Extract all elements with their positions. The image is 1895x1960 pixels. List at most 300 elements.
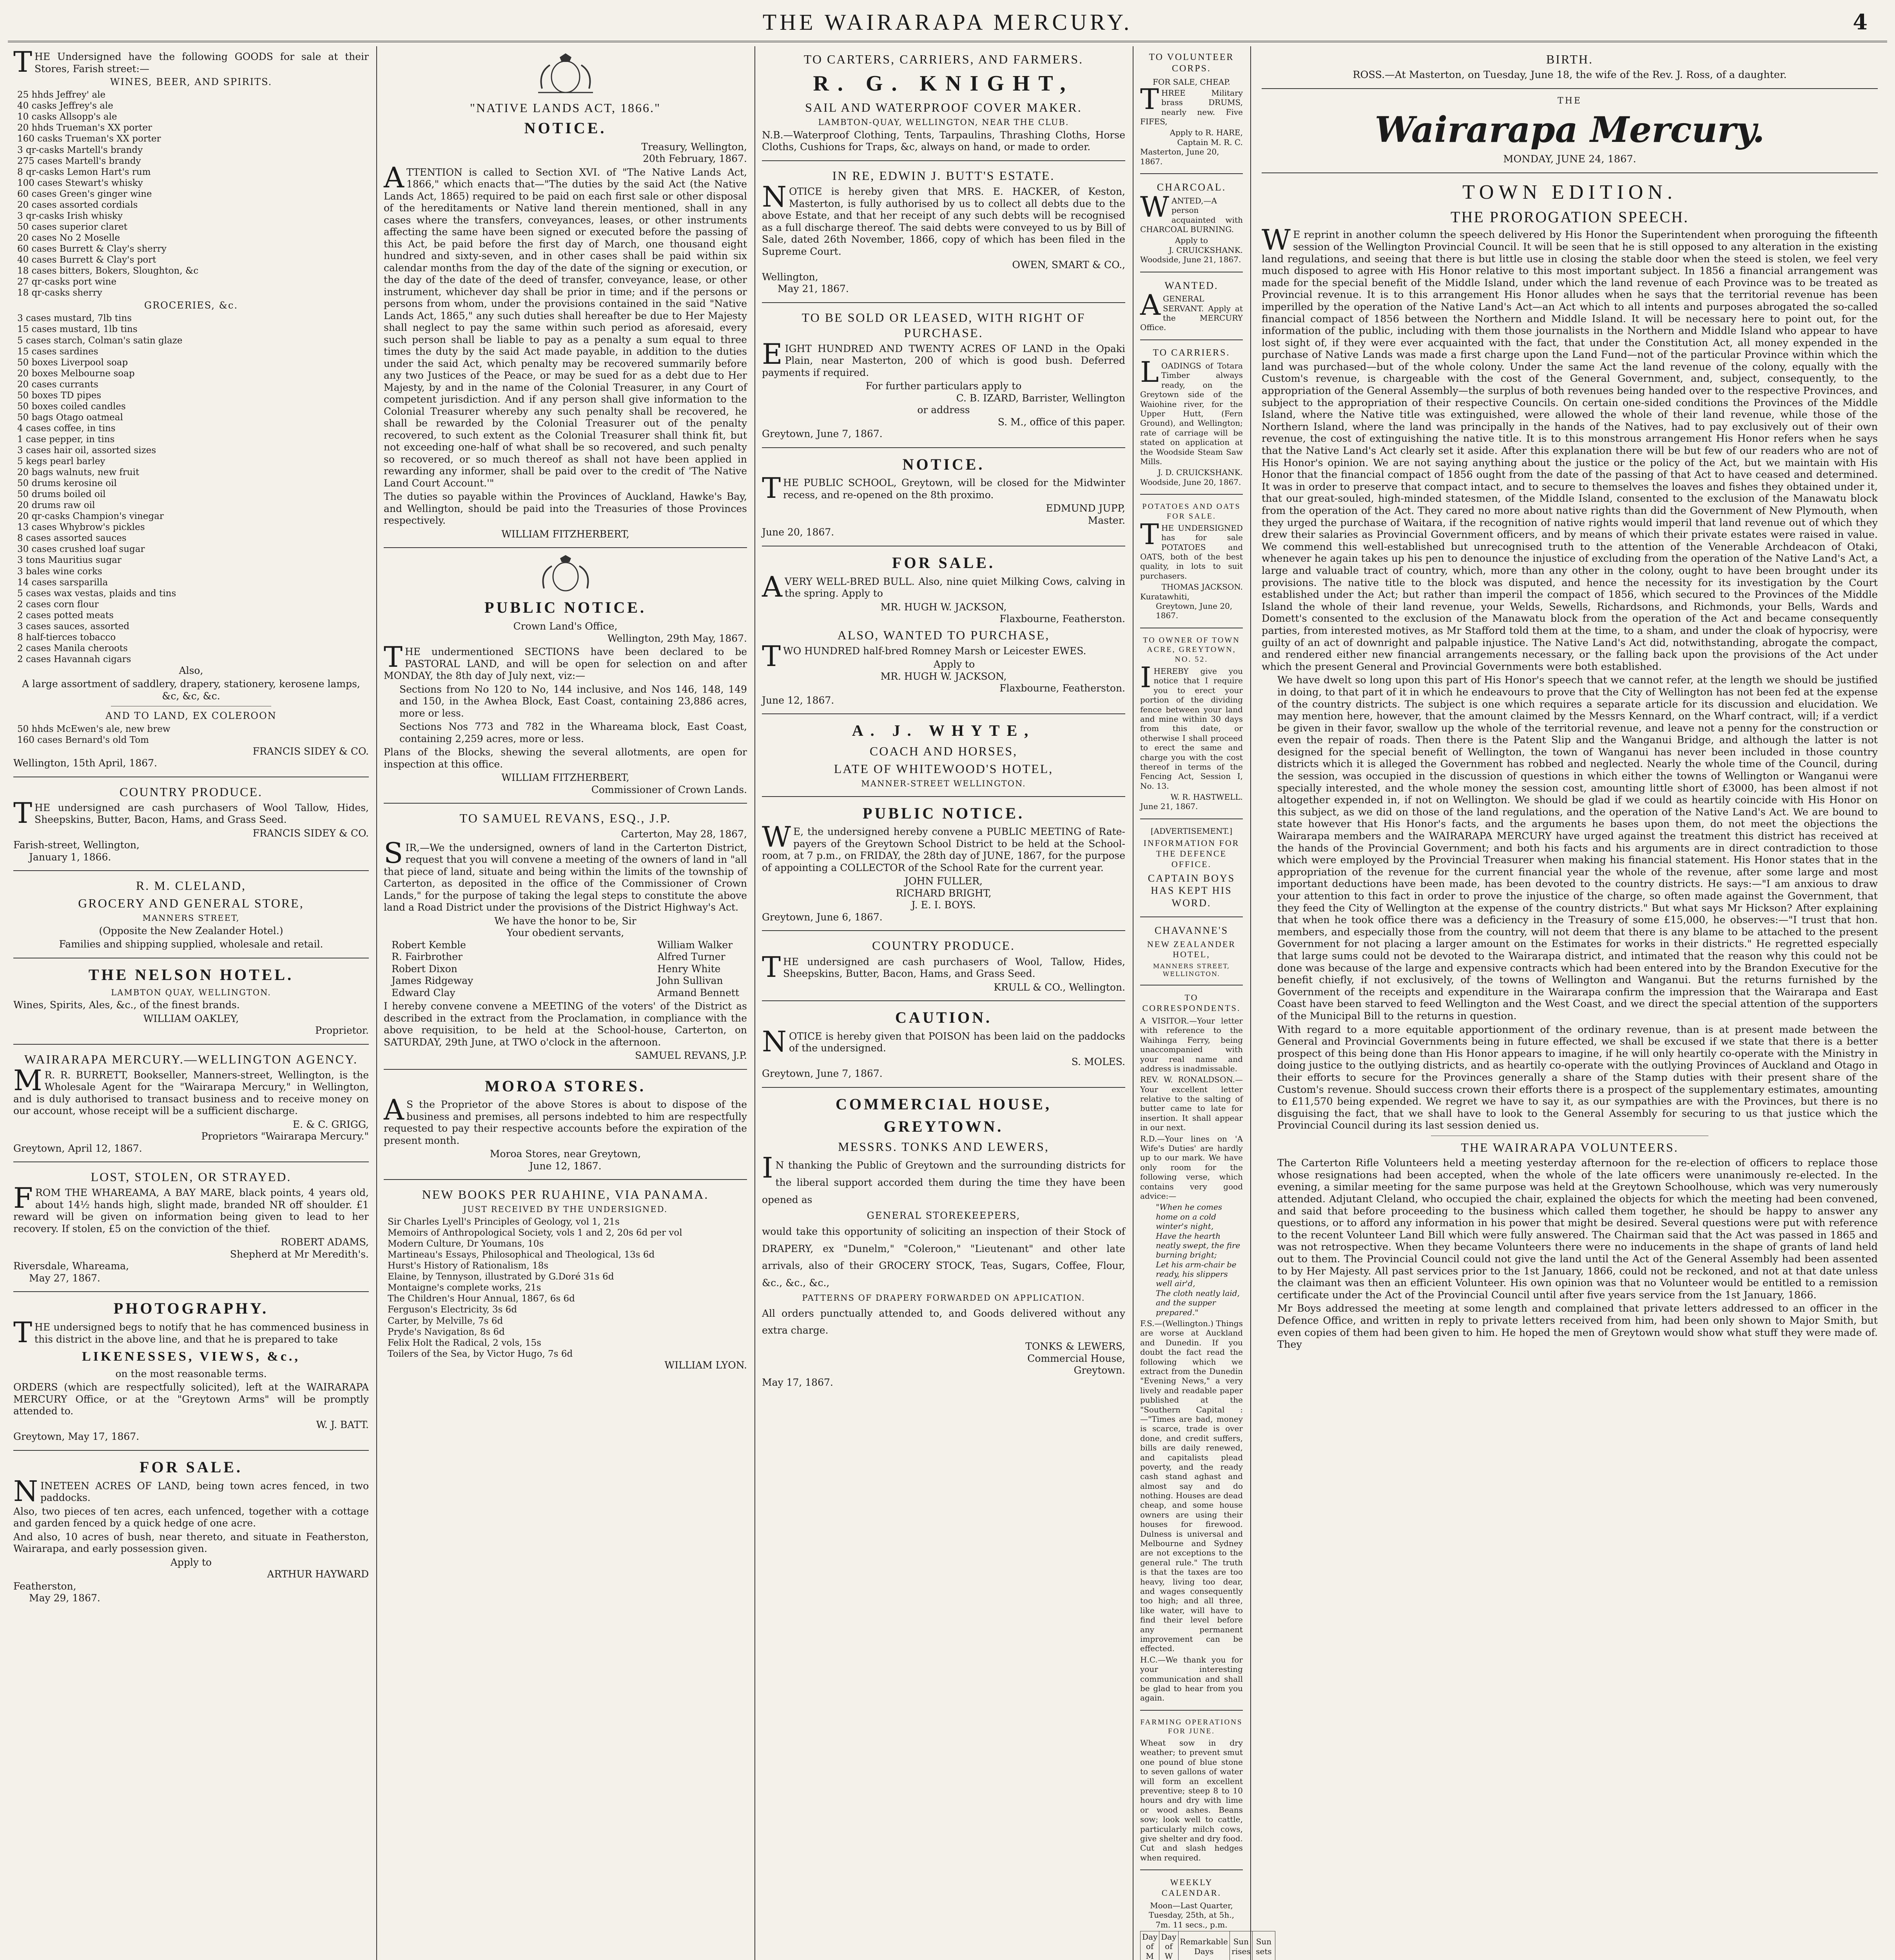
list-item: Felix Holt the Radical, 2 vols, 15s bbox=[388, 1338, 541, 1348]
list-item: 275 cases Martell's brandy bbox=[17, 156, 141, 166]
nelson-role: Proprietor. bbox=[315, 1025, 369, 1036]
wines-heading: WINES, BEER, AND SPIRITS. bbox=[110, 76, 272, 87]
correspondent-5: H.C.—We thank you for your interesting communication and shall be glad to hear from you again. bbox=[1140, 1655, 1243, 1703]
commercial-town: GREYTOWN. bbox=[883, 1117, 1004, 1135]
verse-line: The cloth neatly laid, and the supper prepared." bbox=[1156, 1288, 1240, 1317]
nla-signature: WILLIAM FITZHERBERT, bbox=[501, 528, 629, 540]
list-item: 100 cases Stewart's whisky bbox=[17, 178, 143, 188]
acre-text: IHEREBY give you notice that I require you to erect your portion of the dividing fence between your land and mine within 30 days from this date, or otherwise I shall proceed to erect the same and charge you with the cost thereof in terms of the Fencing Act, Session I, No. 13. bbox=[1140, 661, 1243, 791]
photo-text: THE undersigned begs to notify that he has commenced business in this district in the above line, and that he is prepared to take bbox=[13, 1316, 369, 1349]
books-heading: NEW BOOKS PER RUAHINE, VIA PANAMA. bbox=[422, 1187, 709, 1202]
calendar-moon: Moon—Last Quarter, Tuesday, 25th, at 5h., 7m. 11 secs., p.m. bbox=[1148, 1900, 1235, 1929]
speech-paragraph-2: We have dwelt so long upon this part of His Honor's speech that we cannot refer, at the length we should be justified in doing, to that part of it in which he endeavours to prove that the City of Wellington has not been fed at the expense of the country districts. The subject is one which requires a separate article for its discussion and elucidation. We may mention here, however, that the amount claimed by the Messrs Kennard, on the Wharf contract, will; if a verdict be given in their favor, swallow up the whole of the territorial revenue, and leave not a penny for the construction or even the repair of roads. Then there is the Patent Slip and the Wanganui Bridge, and although the latter is not designed for the special benefit of Wellington, the town of Wanganui has never been included in those country districts which it is alleged the Government has robbed and neglected. Nearly the whole time of the Council, during the session, was occupied in the discussion of questions in which either the towns of Wellington or Wanganui were specially interested, and the whole money the session cost, amounting little short of £3000, has been almost if not altogether expended in, if not on Wellington. We should be glad if we could as heartily coincide with His Honor on this subject, as we did on those of the land regulations, and the operation of the Native Land's Act. We are bound to state however that His Honor's facts, and the arguments he bases upon them, do not meet the objections the Wairarapa members and the WAIRARAPA MERCURY have urged against the treatment this district has received at the hands of the Provincial Government; and both his facts and his arguments are in direct contradiction to those which were employed by the Provincial Treasurer when making his financial statement. His Honor states that in the appropriation of the revenue for the current financial year the whole of the revenue, after some large and most important deductions have been made, has been devoted to the country districts. He says:—"I am anxious to draw your attention to this fact in order to prove the injustice of the charge, so often made against the Government, that they feed the City of Wellington at the expense of the country districts." But what says Mr Hickson? After explaining that when he took office there was a deficiency in the Treasury of some £15,000, he observes:—"I trust that hon. members, and especially those from the country, will not deem that there is any blame to be attached to the present Government for not placing a larger amount on the Estimates for works in their districts." He regretted especially that large sums could not be devoted to the Wairarapa district, and intimated that the reason why this could not be done was because of the large and expensive contracts which had been entered into by the Brandon Executive for the benefit chiefly, if not exclusively, of the towns of Wellington and Wanganui. But the returns furnished by the Government of the receipts and expenditure in the Wairarapa confirm the impression that the Wairarapa and East Coast have been starved to feed Wellington and the West Coast, and we direct the special attention of the supporters of the Municipal Bill to the returns in question. bbox=[1277, 674, 1878, 1022]
list-item: 3 qr-casks Irish whisky bbox=[17, 211, 123, 221]
list-item: 2 cases Havannah cigars bbox=[17, 654, 131, 664]
ewes-heading: ALSO, WANTED TO PURCHASE, bbox=[837, 628, 1050, 642]
list-item: Hurst's History of Rationalism, 18s bbox=[388, 1261, 549, 1271]
commercial-text: IN thanking the Public of Greytown and the surrounding districts for the liberal support accorded them during the time they have been opened as bbox=[762, 1151, 1125, 1205]
agency-text: MR. R. BURRETT, Bookseller, Manners-street, Wellington, is the Wholesale Agent for the "Wairarapa Mercury," in Wellington, and is duly authorised to transact business and to receive money on our account, whose receipt will be a sufficient discharge. bbox=[13, 1063, 369, 1117]
list-item: 20 boxes Melbourne soap bbox=[17, 368, 135, 379]
cleland-street: MANNERS STREET, bbox=[142, 913, 240, 923]
list-item: Pryde's Navigation, 8s 6d bbox=[388, 1327, 505, 1337]
list-item: 20 bags walnuts, new fruit bbox=[17, 467, 140, 478]
cleland-trade: GROCERY AND GENERAL STORE, bbox=[78, 896, 304, 911]
list-item: 8 qr-casks Lemon Hart's rum bbox=[17, 167, 151, 177]
running-title: THE WAIRARAPA MERCURY. bbox=[762, 9, 1133, 35]
column-rule bbox=[376, 46, 377, 1960]
nelson-heading: THE NELSON HOTEL. bbox=[88, 965, 294, 984]
school-signature: EDMUND JUPP, bbox=[1046, 503, 1125, 514]
correspondent-4: F.S.—(Wellington.) Things are worse at Auckland and Dunedin. If you doubt the fact read the following which we extract from the Dunedin "Evening News," a very lively and readable paper published at the "Southern Capital :—"Times are bad, money is scarce, trade is over done, and credit suffers, bills are daily renewed, and capitalists plead poverty, and the ready cash stand aghast and almost say and do nothing. Houses are dead cheap, and some house owners are using their houses for firewood. Dulness is universal and Melbourne and Sydney are not exceptions to the general rule." The truth is that the taxes are too heavy, living too dear, and wages consequently too high; and all three, like water, will have to find their level before any permanent improvement can be effected. bbox=[1140, 1319, 1243, 1653]
list-item: 5 cases starch, Colman's satin glaze bbox=[17, 335, 183, 346]
public-notice-role: Commissioner of Crown Lands. bbox=[591, 784, 747, 795]
list-item: 2 cases potted meats bbox=[17, 610, 114, 621]
list-item: The Children's Hour Annual, 1867, 6s 6d bbox=[388, 1294, 575, 1304]
lease-apply: For further particulars apply to bbox=[865, 380, 1022, 392]
revans-convene: I hereby convene convene a MEETING of the voters' of the District as described in the extract from the Proclamation, in compliance with the above requisition, to be held at the School-house, Carterton, on SATURDAY, 29th June, at TWO o'clock in the afternoon. bbox=[384, 1000, 747, 1048]
potatoes-date: Greytown, June 20, 1867. bbox=[1156, 601, 1233, 621]
list-item: Martineau's Essays, Philosophical and Theological, 13s 6d bbox=[388, 1250, 655, 1260]
ewes-signature: MR. HUGH W. JACKSON, bbox=[880, 670, 1007, 682]
sidey-land-heading: AND TO LAND, EX COLEROON bbox=[105, 710, 277, 722]
charcoal-signature: J. CRUICKSHANK. bbox=[1169, 245, 1243, 255]
commercial-patterns: PATTERNS OF DRAPERY FORWARDED ON APPLICATION. bbox=[802, 1293, 1085, 1303]
calendar-column-header: Remarkable Days bbox=[1178, 1931, 1229, 1960]
commercial-date: May 17, 1867. bbox=[762, 1376, 833, 1388]
whyte-trade: COACH AND HORSES, bbox=[869, 744, 1018, 758]
photo-big: LIKENESSES, VIEWS, &c., bbox=[82, 1349, 300, 1364]
books-list bbox=[384, 1216, 747, 1359]
list-item: Toilers of the Sea, by Victor Hugo, 7s 6d bbox=[388, 1348, 573, 1359]
sale-text: NINETEEN ACRES OF LAND, being town acres fenced, in two paddocks. bbox=[13, 1474, 369, 1508]
column-1 bbox=[8, 46, 374, 1960]
pub-heading: PUBLIC NOTICE. bbox=[863, 804, 1025, 822]
pub-text: WE, the undersigned hereby convene a PUBLIC MEETING of Rate-payers of the Greytown School District to be held at the School-room, at 7 p.m., on FRIDAY, the 28th day of JUNE, 1867, for the purpose of appointing a COLLECTOR of the School Rate for the current year. bbox=[762, 820, 1125, 873]
charcoal-heading: CHARCOAL. bbox=[1157, 181, 1226, 193]
list-item: Sir Charles Lyell's Principles of Geology, vol 1, 21s bbox=[388, 1217, 620, 1227]
lease-sm: S. M., office of this paper. bbox=[997, 416, 1125, 428]
commercial-text-2: would take this opportunity of soliciting an inspection of their Stock of DRAPERY, ex "Dunelm," "Coleroon," "Lieutenant" and other late arrivals, also of their GROCERY STOCK, Teas, Sugars, Coffee, Flour, &c., &c., &c., bbox=[762, 1225, 1125, 1289]
ewes-text: TWO HUNDRED half-bred Romney Marsh or Leicester EWES. bbox=[762, 639, 1086, 673]
school-date: June 20, 1867. bbox=[762, 526, 834, 538]
defence-heading: INFORMATION FOR THE DEFENCE OFFICE. bbox=[1143, 838, 1240, 869]
krull-signature: KRULL & CO., Wellington. bbox=[994, 981, 1125, 993]
lease-or: or address bbox=[917, 404, 970, 416]
lost-signature: ROBERT ADAMS, bbox=[281, 1236, 369, 1248]
list-item: 15 cases sardines bbox=[17, 346, 98, 357]
public-notice-place: Crown Land's Office, bbox=[513, 621, 618, 632]
moroa-heading: MOROA STORES. bbox=[485, 1077, 646, 1095]
list-item: 18 qr-casks sherry bbox=[17, 288, 102, 298]
commercial-big: GENERAL STOREKEEPERS, bbox=[867, 1210, 1021, 1221]
list-item: 40 casks Jeffrey's ale bbox=[17, 101, 113, 111]
signatory: Robert Dixon bbox=[392, 963, 457, 975]
agency-signature: E. & C. GRIGG, bbox=[292, 1118, 369, 1130]
town-edition: TOWN EDITION. bbox=[1462, 181, 1677, 203]
carriers-heading: TO CARTERS, CARRIERS, AND FARMERS. bbox=[803, 52, 1084, 66]
list-item: 50 hhds McEwen's ale, new brew bbox=[17, 724, 170, 734]
birth-heading: BIRTH. bbox=[1546, 52, 1594, 66]
revans-heading: TO SAMUEL REVANS, ESQ., J.P. bbox=[459, 811, 671, 826]
knight-name: R. G. KNIGHT, bbox=[813, 71, 1074, 96]
list-item: 60 cases Green's ginger wine bbox=[17, 189, 152, 199]
ewes-apply: Apply to bbox=[933, 659, 975, 670]
list-item: 3 cases hair oil, assorted sizes bbox=[17, 445, 156, 456]
signatories-right bbox=[657, 939, 739, 999]
photo-terms: on the most reasonable terms. bbox=[115, 1368, 267, 1379]
commercial-town-2: Greytown. bbox=[1074, 1365, 1125, 1376]
list-item: 160 cases Bernard's old Tom bbox=[17, 735, 149, 745]
list-item: Montaigne's complete works, 21s bbox=[388, 1283, 541, 1293]
butt-text: NOTICE is hereby given that MRS. E. HACKER, of Keston, Masterton, is fully authorised by us to collect all debts due to the above Estate, and that her receipt of any such debts will be recognised as a full discharge thereof. The said debts were conveyed to us by Bill of Sale, dated 26th November, 1866, copy of which has been filed in the Supreme Court. bbox=[762, 180, 1125, 257]
signatories-left bbox=[392, 939, 473, 999]
school-text: THE PUBLIC SCHOOL, Greytown, will be closed for the Midwinter recess, and re-opened on the 8th proximo. bbox=[762, 472, 1125, 505]
verse-line: "When he comes home on a cold winter's night, bbox=[1156, 1202, 1222, 1231]
list-item: 18 cases bitters, Bokers, Sloughton, &c bbox=[17, 266, 199, 276]
list-item: 50 boxes Liverpool soap bbox=[17, 357, 128, 368]
photo-date: Greytown, May 17, 1867. bbox=[13, 1431, 140, 1443]
signatory: RICHARD BRIGHT, bbox=[896, 887, 992, 899]
cleland-text: Families and shipping supplied, wholesale and retail. bbox=[59, 938, 323, 950]
groceries-list bbox=[13, 313, 369, 665]
speech-heading: THE PROROGATION SPEECH. bbox=[1451, 208, 1689, 226]
lease-signature: C. B. IZARD, Barrister, Wellington bbox=[956, 392, 1125, 404]
list-item: 50 cases superior claret bbox=[17, 221, 127, 232]
produce-place: Farish-street, Wellington, bbox=[13, 839, 140, 851]
nelson-text: Wines, Spirits, Ales, &c., of the finest brands. bbox=[13, 999, 240, 1011]
caution-date: Greytown, June 7, 1867. bbox=[762, 1068, 883, 1080]
land-list bbox=[13, 724, 369, 746]
editor-the: THE bbox=[1558, 96, 1582, 106]
lost-text: FROM THE WHAREAMA, A BAY MARE, black points, 4 years old, about 14½ hands high, slight made, branded NR off shoulder. £1 reward will be given on information being given to lead to her recovery. If stolen, £5 on the conviction of the thief. bbox=[13, 1181, 369, 1234]
volunteers-paragraph-1: The Carterton Rifle Volunteers held a meeting yesterday afternoon for the re-election of officers to replace those whose resignations had been accepted, when the whole of the late officers were unanimously re-elected. In the evening, a similar meeting for the same purpose was held at the Greytown Schoolhouse, which was very numerously attended. Adjutant Cleland, who occupied the chair, explained the objects for which the meeting had been convened, and said that before proceeding to the business which called them together, he should be happy to answer any questions, or to afford any information in his power that might be desired. Several questions were put with reference to the recent Volunteer Land Bill which were fully answered. The Chairman said that the Act was passed in 1865 and was not retrospective. When they became Volunteers there were no inducements in the shape of grants of land held out to them. The Provincial Council could not give the land until the Act of the General Assembly had been assented to by Her Majesty. All past services prior to the 1st January, 1866, could not be reckoned, and not at that date unless the claimant was then an efficient Volunteer. His own opinion was that no Volunteer would be entitled to a remission certificate under the Act of the Provincial Council until after five years service from the 1st January, 1866. bbox=[1277, 1157, 1878, 1301]
farming-text: Wheat sow in dry weather; to prevent smut one pound of blue stone to seven gallons of water will form an excellent preventive; steep 8 to 10 hours and dry with lime or wood ashes. Beans sow; look well to cattle, particularly milch cows, give shelter and dry food. Cut and slash hedges when required. bbox=[1140, 1738, 1243, 1862]
calendar-column-header: Day of M bbox=[1141, 1931, 1159, 1960]
calendar-heading: WEEKLY CALENDAR. bbox=[1161, 1877, 1222, 1898]
list-item: Modern Culture, Dr Youmans, 10s bbox=[388, 1239, 544, 1249]
speech-paragraph-3: With regard to a more equitable apportionment of the ordinary revenue, than is at present made between the General and Provincial Governments being in future effected, we shall be excused if we state that there is a better prospect of this being done than His Honor appears to imagine, if he will only heartily co-operate with the Ministry in doing justice to the outlying districts, and as heartily co-operate with the outlying Provinces of Auckland and Otago in their efforts to secure for the Provinces generally a share of the Stamp duties with their present share of the Custom's revenue. Should success crown their efforts there is a prospect of the supplementary estimates, amounting to £11,570 being expended. We regret we have to say it, as our sympathies are with the Provinces, but there is no disguising the fact, that we shall have to look to the General Assembly for securing to us that justice which the Provincial Council during its last session denied us. bbox=[1277, 1024, 1878, 1132]
potatoes-heading: POTATOES AND OATS FOR SALE. bbox=[1142, 502, 1241, 521]
farming-heading: FARMING OPERATIONS FOR JUNE. bbox=[1140, 1718, 1243, 1735]
caution-heading: CAUTION. bbox=[895, 1009, 992, 1026]
column-5 bbox=[1252, 46, 1887, 1960]
potatoes-text: THE UNDERSIGNED has for sale POTATOES and OATS, both of the best quality, in lots to suit purchasers. bbox=[1140, 517, 1243, 581]
public-notice-text: THE undermentioned SECTIONS have been declared to be PASTORAL LAND, and will be open for selection on and after MONDAY, the 8th day of July next, viz:— bbox=[384, 641, 747, 682]
lost-date: May 27, 1867. bbox=[29, 1272, 100, 1284]
books-sub: JUST RECEIVED BY THE UNDERSIGNED. bbox=[463, 1205, 668, 1214]
lease-date: Greytown, June 7, 1867. bbox=[762, 428, 883, 440]
verse-line: Let his arm-chair be ready, his slippers well air'd, bbox=[1156, 1259, 1237, 1289]
sidey-intro: THE Undersigned have the following GOODS for sale at their Stores, Farish street:— bbox=[13, 45, 369, 78]
list-item: 14 cases sarsparilla bbox=[17, 577, 108, 588]
commercial-signature: TONKS & LEWERS, bbox=[1025, 1341, 1125, 1352]
potatoes-place: Kuratawhiti, bbox=[1140, 592, 1190, 601]
photo-orders: ORDERS (which are respectfully solicited), left at the WAIRARAPA MERCURY Office, or at the "Greytown Arms" will be promptly attended to. bbox=[13, 1381, 369, 1417]
acre-date: June 21, 1867. bbox=[1140, 802, 1198, 811]
volunteer-sub: FOR SALE, CHEAP. bbox=[1153, 77, 1230, 87]
bull-heading: FOR SALE. bbox=[892, 554, 995, 572]
signatory: R. Fairbrother bbox=[392, 951, 463, 963]
krull-heading: COUNTRY PRODUCE. bbox=[872, 938, 1016, 953]
ewes-date: June 12, 1867. bbox=[762, 694, 834, 706]
carriers-heading: TO CARRIERS. bbox=[1153, 347, 1230, 358]
carriers-date: Woodside, June 20, 1867. bbox=[1140, 477, 1241, 487]
cleland-opposite: (Opposite the New Zealander Hotel.) bbox=[99, 925, 283, 936]
list-item: 20 hhds Trueman's XX porter bbox=[17, 123, 152, 133]
revans-signatories bbox=[384, 939, 747, 999]
sidey-also-text: A large assortment of saddlery, drapery, stationery, kerosene lamps, &c, &c, &c. bbox=[22, 678, 360, 702]
correspondents-heading: TO CORRESPONDENTS. bbox=[1142, 993, 1241, 1013]
bull-signature: MR. HUGH W. JACKSON, bbox=[880, 601, 1007, 613]
signatory: John Sullivan bbox=[657, 975, 723, 987]
signatory: William Walker bbox=[657, 939, 733, 951]
bull-place: Flaxbourne, Featherston. bbox=[999, 613, 1125, 625]
list-item: 25 hhds Jeffrey' ale bbox=[17, 90, 106, 100]
correspondent-3: R.D.—Your lines on 'A Wife's Duties' are hardly up to our mark. We have only room for the following verse, which contains very good advice:— bbox=[1140, 1134, 1243, 1201]
public-notice-signature: WILLIAM FITZHERBERT, bbox=[501, 772, 629, 784]
list-item: 50 bags Otago oatmeal bbox=[17, 412, 123, 423]
signatory: Alfred Turner bbox=[657, 951, 725, 963]
correspondent-1: A VISITOR.—Your letter with reference to the Waihinga Ferry, being unaccompanied with your real name and address is inadmissable. bbox=[1140, 1016, 1243, 1073]
header-rule bbox=[8, 41, 1887, 42]
column-rule bbox=[754, 46, 755, 1960]
list-item: Carter, by Melville, 7s 6d bbox=[388, 1316, 503, 1326]
lost-heading: LOST, STOLEN, OR STRAYED. bbox=[91, 1170, 292, 1184]
knight-address: LAMBTON-QUAY, WELLINGTON, NEAR THE CLUB. bbox=[818, 118, 1069, 127]
nla-date: 20th February, 1867. bbox=[643, 153, 747, 165]
correspondent-2: REV. W. RONALDSON.—Your excellent letter relative to the salting of butter came to late for insertion. It shall appear in our next. bbox=[1140, 1075, 1243, 1132]
acre-heading: TO OWNER OF TOWN ACRE, GREYTOWN, NO. 52. bbox=[1143, 635, 1240, 664]
public-notice-sections-1: Sections from No 120 to No, 144 inclusive, and Nos 146, 148, 149 and 150, in the Awhea Block, East Coast, containing 23,886 acres, more or less. bbox=[399, 683, 747, 719]
charcoal-date: Woodside, June 21, 1867. bbox=[1140, 255, 1241, 265]
list-item: 13 cases Whybrow's pickles bbox=[17, 522, 145, 533]
whyte-name: A. J. WHYTE, bbox=[852, 722, 1035, 740]
produce-date: January 1, 1866. bbox=[29, 851, 111, 863]
sale-apply: Apply to bbox=[170, 1556, 212, 1568]
advert-tag: [ADVERTISEMENT.] bbox=[1150, 826, 1233, 836]
photo-signature: W. J. BATT. bbox=[316, 1419, 369, 1430]
nla-notice: NOTICE. bbox=[524, 119, 607, 137]
wanted-text: AGENERAL SERVANT. Apply at the MERCURY Office. bbox=[1140, 289, 1243, 332]
commercial-names: MESSRS. TONKS AND LEWERS, bbox=[838, 1140, 1049, 1154]
butt-date: May 21, 1867. bbox=[778, 283, 849, 295]
chavanne-sub: NEW ZEALANDER HOTEL, bbox=[1147, 939, 1236, 960]
list-item: 3 cases sauces, assorted bbox=[17, 621, 130, 632]
sale-date: May 29, 1867. bbox=[29, 1592, 100, 1604]
commercial-role: Commercial House, bbox=[1027, 1352, 1125, 1364]
butt-place: Wellington, bbox=[762, 271, 818, 283]
produce-text: THE undersigned are cash purchasers of Wool Tallow, Hides, Sheepskins, Butter, Bacon, Hams, and Grass Seed. bbox=[13, 796, 369, 829]
chavanne-address: MANNERS STREET, WELLINGTON. bbox=[1153, 962, 1230, 978]
nla-place: Treasury, Wellington, bbox=[641, 141, 747, 152]
signatory: Armand Bennett bbox=[657, 987, 739, 998]
krull-text: THE undersigned are cash purchasers of Wool, Tallow, Hides, Sheepskins, Butter, Bacon, Hams, and Grass Seed. bbox=[762, 950, 1125, 984]
list-item: 3 qr-casks Martell's brandy bbox=[17, 145, 143, 155]
list-item: 20 cases No 2 Moselle bbox=[17, 232, 120, 243]
photo-heading: PHOTOGRAPHY. bbox=[113, 1299, 269, 1318]
signatory: James Ridgeway bbox=[392, 975, 473, 987]
sidey-also: Also, bbox=[179, 664, 203, 676]
column-2 bbox=[378, 46, 753, 1960]
list-item: 20 qr-casks Champion's vinegar bbox=[17, 511, 164, 522]
butt-signature: OWEN, SMART & CO., bbox=[1012, 259, 1125, 271]
revans-place: Carterton, May 28, 1867, bbox=[621, 828, 747, 840]
moroa-text: AS the Proprietor of the above Stores is about to dispose of the business and premises, all persons indebted to him are respectfully requested to pay their respective accounts before the expiration of the present month. bbox=[384, 1093, 747, 1146]
list-item: 60 cases Burrett & Clay's sherry bbox=[17, 243, 167, 254]
produce-heading: COUNTRY PRODUCE. bbox=[119, 784, 263, 799]
books-signature: WILLIAM LYON. bbox=[664, 1359, 747, 1371]
column-4 bbox=[1135, 46, 1272, 1960]
volunteer-heading: TO VOLUNTEER CORPS. bbox=[1149, 52, 1234, 74]
list-item: 15 cases mustard, 1lb tins bbox=[17, 324, 138, 335]
butt-heading: IN RE, EDWIN J. BUTT'S ESTATE. bbox=[832, 168, 1055, 183]
list-item: 8 half-tierces tobacco bbox=[17, 632, 116, 642]
weekly-calendar bbox=[1140, 1931, 1272, 1960]
carriers-signature: J. D. CRUICKSHANK. bbox=[1158, 468, 1243, 477]
boys-heading: CAPTAIN BOYS HAS KEPT HIS WORD. bbox=[1148, 872, 1235, 909]
calendar-column-header: Day of W bbox=[1159, 1931, 1178, 1960]
column-rule bbox=[1250, 46, 1251, 1960]
calendar-column-header: Sun rises bbox=[1229, 1931, 1252, 1960]
list-item: 5 cases wax vestas, plaids and tins bbox=[17, 588, 176, 599]
public-notice-date: Wellington, 29th May, 1867. bbox=[607, 632, 747, 644]
wanted-heading: WANTED. bbox=[1164, 279, 1219, 291]
agency-role: Proprietors "Wairarapa Mercury." bbox=[201, 1131, 369, 1142]
revans-text: SIR,—We the undersigned, owners of land in the Carterton District, request that you will convene a meeting of the owners of land in "all that piece of land, situate and being within the limits of the township of Carterton, as deposited in the office of the Commissioner of Crown Lands," for the purpose of taking the legal steps to constitute the above land a Road District under the provisions of the District Highway's Act. bbox=[384, 836, 747, 913]
moroa-date: June 12, 1867. bbox=[529, 1160, 602, 1172]
knight-nb: N.B.—Waterproof Clothing, Tents, Tarpaulins, Thrashing Cloths, Horse Cloths, Cushions for Traps, &c, always on hand, or made to order. bbox=[762, 129, 1125, 153]
agency-heading: WAIRARAPA MERCURY.—WELLINGTON AGENCY. bbox=[24, 1052, 358, 1066]
list-item: 2 cases corn flour bbox=[17, 599, 99, 610]
ewes-place: Flaxbourne, Featherston. bbox=[999, 682, 1125, 694]
list-item: Memoirs of Anthropological Society, vols 1 and 2, 20s 6d per vol bbox=[388, 1228, 682, 1238]
potatoes-signature: THOMAS JACKSON. bbox=[1161, 582, 1243, 592]
charcoal-text: WANTED,—A person acquainted with CHARCOAL BURNING. bbox=[1140, 190, 1243, 234]
verse bbox=[1140, 1202, 1243, 1317]
list-item: 50 drums kerosine oil bbox=[17, 478, 117, 489]
caution-signature: S. MOLES. bbox=[1071, 1056, 1125, 1067]
sale-heading: FOR SALE. bbox=[140, 1458, 243, 1476]
lease-heading: TO BE SOLD OR LEASED, WITH RIGHT OF PURCHASE. bbox=[802, 310, 1086, 340]
volunteers-heading: THE WAIRARAPA VOLUNTEERS. bbox=[1461, 1140, 1679, 1154]
charcoal-apply: Apply to bbox=[1175, 236, 1208, 245]
sale-place: Featherston, bbox=[13, 1580, 76, 1592]
list-item: 20 cases assorted cordials bbox=[17, 200, 138, 210]
whyte-address: MANNER-STREET WELLINGTON. bbox=[861, 779, 1026, 789]
volunteer-date: Masterton, June 20, 1867. bbox=[1140, 147, 1219, 166]
list-item: 40 cases Burrett & Clay's port bbox=[17, 254, 156, 265]
sale-text-2: Also, two pieces of ten acres, each unfenced, together with a cottage and garden fenced by a quick hedge of one acre. bbox=[13, 1505, 369, 1529]
cleland-name: R. M. CLELAND, bbox=[136, 878, 247, 893]
public-notice-heading: PUBLIC NOTICE. bbox=[484, 599, 646, 617]
verse-line: Have the hearth neatly swept, the fire burning bright; bbox=[1156, 1231, 1240, 1260]
list-item: 10 casks Allsopp's ale bbox=[17, 112, 117, 122]
pub-signatories bbox=[762, 875, 1125, 911]
pub-date: Greytown, June 6, 1867. bbox=[762, 911, 883, 923]
agency-date: Greytown, April 12, 1867. bbox=[13, 1142, 142, 1154]
paper-date: MONDAY, JUNE 24, 1867. bbox=[1503, 153, 1636, 165]
nla-text-2: The duties so payable within the Provinces of Auckland, Hawke's Bay, and Wellington, should be paid into the Treasuries of those Provinces respectively. bbox=[384, 491, 747, 526]
list-item: 160 casks Trueman's XX porter bbox=[17, 134, 161, 144]
sidey-signature: FRANCIS SIDEY & CO. bbox=[252, 745, 369, 757]
page-mark: 4 bbox=[1853, 9, 1868, 34]
school-role: Master. bbox=[1088, 514, 1125, 526]
wines-list bbox=[13, 89, 369, 298]
list-item: 1 case pepper, in tins bbox=[17, 434, 115, 445]
list-item: 50 drums boiled oil bbox=[17, 489, 106, 500]
public-notice-sections-2: Sections Nos 773 and 782 in the Whareama block, East Coast, containing 2,259 acres, more or less. bbox=[399, 721, 747, 744]
produce-signature: FRANCIS SIDEY & CO. bbox=[252, 827, 369, 839]
royal-arms-emblem bbox=[526, 53, 605, 96]
birth-text: ROSS.—At Masterton, on Tuesday, June 18, the wife of the Rev. J. Ross, of a daughter. bbox=[1353, 69, 1787, 81]
list-item: 50 boxes TD pipes bbox=[17, 390, 102, 401]
page-header bbox=[0, 0, 1895, 43]
knight-trade: SAIL AND WATERPROOF COVER MAKER. bbox=[805, 100, 1082, 115]
commercial-heading: COMMERCIAL HOUSE, bbox=[836, 1095, 1052, 1113]
calendar-column-header: Sun sets bbox=[1252, 1931, 1275, 1960]
commercial-orders: All orders punctually attended to, and Goods delivered without any extra charge. bbox=[762, 1307, 1125, 1336]
nla-text: ATTENTION is called to Section XVI. of "The Native Lands Act, 1866," which enacts that—"The duties by the said Act (the Native Lands Act, 1865) required to be paid on each first sale or other disposal of the hereditaments or Native land therein mentioned, shall in any cases where the transfers, conveyances, leases, or other instruments affecting the same have been signed or executed before the passing of this Act, be paid before the first day of March, one thousand eight hundred and sixty-seven, and in other cases shall be paid within six calendar months from the day of the date of the signing or execution, or the day of the date of the deed of transfer, conveyance, lease, or other instrument, whichever day shall be prior in time; and if the persons or persons from whom, under the provisions contained in the said "Native Lands Act, 1865," any such duties shall hereafter be due to Her Majesty shall neglect to pay the same within such period as aforesaid, every such person shall be liable to pay as a penalty a sum equal to three times the duty by the said Act made payable, in addition to the duties under the said Act, which penalty may be recovered summarily before any two Justices of the Peace, or may be sued for as a debt due to Her Majesty, by and in the name of the Colonial Treasurer, in any Court of competent jurisdiction. And if any person shall give information to the Colonial Treasurer whereby any such penalty shall be recovered, he shall be rewarded by the Colonial Treasurer out of the penalty recovered, to such extent as the Colonial Treasurer shall think fit, but not exceeding one-half of what shall be so recovered, and such penalty so recovered, or so much thereof as shall not have been applied in rewarding any informer, shall be paid over to the credit of 'The Native Land Court Account.'" bbox=[384, 161, 747, 489]
sale-signature: ARTHUR HAYWARD bbox=[267, 1568, 369, 1580]
list-item: 20 drums raw oil bbox=[17, 500, 95, 511]
carriers-text: LOADINGS of Totara Timber always ready, on the Greytown side of the Waiohine river, for the Upper Hutt, (Fern Ground), and Wellington; rate of carriage will be stated on application at the Woodside Steam Saw Mills. bbox=[1140, 356, 1243, 466]
list-item: Ferguson's Electricity, 3s 6d bbox=[388, 1305, 517, 1315]
chavanne-heading: CHAVANNE'S bbox=[1154, 924, 1229, 936]
groceries-heading: GROCERIES, &c. bbox=[144, 300, 238, 311]
bull-text: AVERY WELL-BRED BULL. Also, nine quiet Milking Cows, calving in the spring. Apply to bbox=[762, 570, 1125, 603]
public-notice-plans: Plans of the Blocks, shewing the several allotments, are open for inspection at this office. bbox=[384, 746, 747, 770]
nelson-name: WILLIAM OAKLEY, bbox=[143, 1013, 239, 1024]
volunteer-signature: Apply to R. HARE, bbox=[1170, 128, 1243, 138]
nla-heading: "NATIVE LANDS ACT, 1866." bbox=[470, 101, 661, 115]
signatory: Henry White bbox=[657, 963, 721, 975]
list-item: 2 cases Manila cheroots bbox=[17, 643, 128, 653]
signatory: Robert Kemble bbox=[392, 939, 466, 951]
list-item: 3 cases mustard, 7lb tins bbox=[17, 313, 132, 324]
revans-signature: SAMUEL REVANS, J.P. bbox=[635, 1050, 747, 1062]
list-item: 27 qr-casks port wine bbox=[17, 277, 117, 287]
volunteers-paragraph-2: Mr Boys addressed the meeting at some length and complained that private letters addressed to an officer in the Defence Office, and written in reply to private letters received from him, had been only shown to Major Smith, but even copies of them had been given to him. He hoped the men of Greytown would show what stuff they were made of. They bbox=[1277, 1303, 1878, 1351]
signatory: Edward Clay bbox=[392, 987, 455, 998]
list-item: 30 cases crushed loaf sugar bbox=[17, 544, 145, 555]
whyte-late: LATE OF WHITEWOOD'S HOTEL, bbox=[834, 762, 1054, 776]
list-item: 8 cases assorted sauces bbox=[17, 533, 127, 544]
list-item: 20 cases currants bbox=[17, 379, 98, 390]
sidey-date: Wellington, 15th April, 1867. bbox=[13, 757, 158, 769]
signatory: J. E. I. BOYS. bbox=[911, 899, 976, 911]
caution-text: NOTICE is hereby given that POISON has been laid on the paddocks of the undersigned. bbox=[762, 1025, 1125, 1058]
nelson-address: LAMBTON QUAY, WELLINGTON. bbox=[111, 987, 271, 997]
volunteer-text: THREE Military brass DRUMS, nearly new. Five FIFES, bbox=[1140, 82, 1243, 127]
list-item: 3 bales wine corks bbox=[17, 566, 102, 577]
list-item: 5 kegs pearl barley bbox=[17, 456, 105, 467]
acre-signature: W. R. HASTWELL. bbox=[1170, 792, 1243, 802]
revans-honor: We have the honor to be, Sir bbox=[494, 915, 637, 927]
list-item: 4 cases coffee, in tins bbox=[17, 423, 116, 434]
lost-place: Riversdale, Whareama, bbox=[13, 1260, 129, 1272]
signatory: JOHN FULLER, bbox=[905, 875, 983, 887]
school-heading: NOTICE. bbox=[902, 455, 985, 473]
list-item: 3 tons Mauritius sugar bbox=[17, 555, 121, 566]
column-3 bbox=[756, 46, 1131, 1960]
speech-paragraph-1: WE reprint in another column the speech delivered by His Honor the Superintendent when proroguing the fifteenth session of the Wellington Provincial Council. It will be seen that he is still opposed to any alteration in the existing land regulations, and seeing that there is but little use in closing the stable door when the steed is stolen, we feel very much disposed to agree with His Honor relative to this most important subject. In 1856 a financial arrangement was made for the special benefit of the Middle Island, under which the land revenue of each Province was to be treated as Provincial revenue. It is to this arrangement His Honor alludes when he says that the territorial revenue has been imperilled by the operation of the Native Land's Act—an Act which to all intents and purposes abrogated the so-called financial compact of 1856 between the Northern and Middle Island. It will be necessary here to point out, for the information of the public, including with them those journalists in the Northern and Middle Island who appear to have lost sight of, if they were ever acquainted with the fact, that under the Constitution Act, all money expended in the purchase of Native Lands was made a first charge upon the Land Fund—not of the particular Province within which the land was purchased—but of the whole colony. Under the same Act the land revenue of the colony, equally with the Custom's revenue, is chargeable with the cost of the General Government, and, subject, consequently, to the appropriation of the General Assembly—the surplus of both revenues being handed over to the respective Provinces, and subject to the appropriation of their respective Councils. On certain one-sided conditions the Provinces of the Middle Island, where the Native title was extinguished, were allowed the whole of their land revenue, while those of the Northern Island, where the land was principally in the hands of the Natives, had to pay exclusively out of their own revenue, the cost of extinguishing the native title. It is to this monstrous arrangement His Honor refers when he says that the Native Land's Act clearly set it aside. After this explanation there will be but few of our readers who are not of His Honor's opinion. We are not saying anything about the justice or the policy of the Act, but we maintain with His Honor that the financial compact of 1856 ought from the date of the passing of that Act to have ceased and determined. It was in order to preserve that compact intact, and to secure to themselves the loaves and fishes they obtained under it, that our great-souled, high-minded statesmen, of the Middle Island, consented to the exclusion of the Manawatu block from the operation of the Act. They cared no more about native rights than did the Government of New Plymouth, when they urged the purchase of Waitara, if the recognition of native rights would imperil that land revenue out of which they drew their salaries as Provincial Government officers, and by means of which their private estates were raised in value. We commend this well-established but unrecognised truth to the attention of the Venerable Archdeacon of Otaki, whenever he again takes up his pen to denounce the injustice of excluding from the operation of the Native Land's Act, a large and valuable tract of country, which, more than any other in the colony, ought to have been brought under its provisions. The native title to the block was disputed, and hence the necessity for its investigation by the Court established under the Act; but rather than imperil the compact of 1856, which secured to the Provinces of the Middle Island the whole of their land revenue, your Welds, Sewells, Richardsons, and Richmonds, your Bells, Wards and Domett's consented to the exclusion of the Manawatu block from the operation of the Act and became consequently parties, from interested motives, as Mr Stafford told them at the time, to a sham, and under the cloak of hypocrisy, were guilty of an act of downright and palpable injustice. The Native Land's Act did, notwithstanding, abrogate the compact, and rendered either new financial arrangements necessary, or the falling back upon the provisions of the Act under which the present General and Provincial Governments were both established. bbox=[1262, 223, 1878, 673]
revans-yours: Your obedient servants, bbox=[506, 927, 624, 939]
sale-text-3: And also, 10 acres of bush, near thereto, and situate in Featherston, Wairarapa, and early possession given. bbox=[13, 1531, 369, 1555]
royal-arms-emblem bbox=[530, 555, 601, 594]
lost-role: Shepherd at Mr Meredith's. bbox=[230, 1248, 369, 1260]
volunteer-role: Captain M. R. C. bbox=[1177, 137, 1243, 147]
list-item: Elaine, by Tennyson, illustrated by G.Doré 31s 6d bbox=[388, 1272, 614, 1282]
